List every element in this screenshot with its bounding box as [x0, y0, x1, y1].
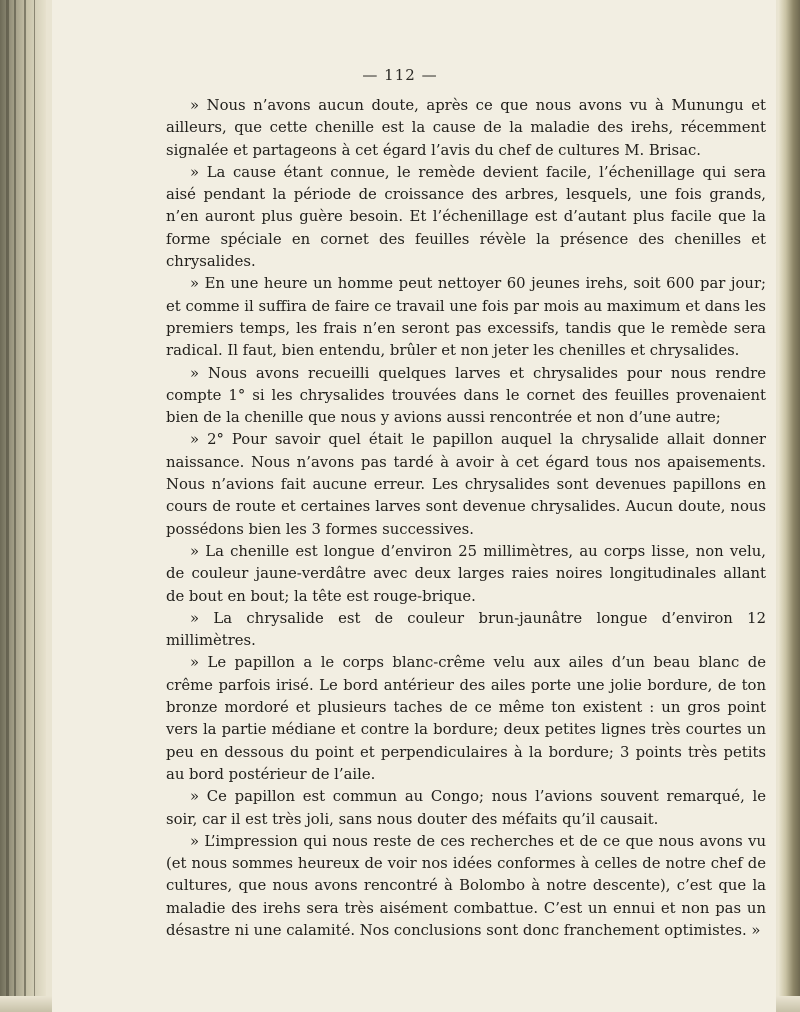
paragraph: » Nous avons recueilli quelques larves et chrysalides pour nous rendre compte 1° si les chrysalides trouvées dans le cornet des feuilles provenaient bien de la chenille que nous y avions aussi rencontrée et non d’une autre;: [166, 364, 766, 427]
binding-line: [6, 0, 9, 1012]
binding-line: [34, 0, 35, 1012]
paragraph: » 2° Pour savoir quel était le papillon auquel la chrysalide allait donner naissance. Nous n’avons pas tardé à avoir à cet égard tous nos apaisements. Nous n’avions fait aucune erreur. Les chrysalides sont devenues papillons en cours de route et certaines larves sont devenue chrysalides. Aucun doute, nous possédons bien les 3 formes successives.: [166, 431, 766, 538]
paragraph: » La chenille est longue d’environ 25 millimètres, au corps lisse, non velu, de couleur jaune-verdâtre avec deux larges raies noires longitudinales allant de bout en bout; la tête est rouge-brique.: [166, 542, 766, 605]
paragraph: » L’impression qui nous reste de ces recherches et de ce que nous avons vu (et nous sommes heureux de voir nos idées conformes à celles de notre chef de cultures, que nous avons rencontré à Bolombo à notre descente), c’est que la maladie des irehs sera très aisément combattue. C’est un ennui et non pas un désastre ni une calamité. Nos conclusions sont donc franchement optimistes. »: [166, 832, 766, 939]
page-right-edge: [778, 0, 800, 1012]
paragraph: » La cause étant connue, le remède devient facile, l’échenillage qui sera aisé pendant la période de croissance des arbres, lesquels, une fois grands, n’en auront plus guère besoin. Et l’échenillage est d’autant plus facile que la forme spéciale en cornet des feuilles révèle la présence des chenilles et chrysalides.: [166, 163, 766, 271]
body-text: [166, 95, 766, 942]
paragraph: » Le papillon a le corps blanc-crême velu aux ailes d’un beau blanc de crême parfois irisé. Le bord antérieur des ailes porte une jolie bordure, de ton bronze mordoré et plusieurs taches de ce même ton existent : un gros point vers la partie médiane et contre la bordure; deux petites lignes très courtes un peu en dessous du point et perpendiculaires à la bordure; 3 points très petits au bord postérieur de l’aile.: [166, 654, 766, 783]
paragraph: » En une heure un homme peut nettoyer 60 jeunes irehs, soit 600 par jour; et comme il suffira de faire ce travail une fois par mois au maximum et dans les premiers temps, les frais n’en seront pas excessifs, tandis que le remède sera radical. Il faut, bien entendu, brûler et non jeter les chenilles et chrysalides.: [166, 275, 766, 360]
binding-line: [24, 0, 26, 1012]
page-number: — 112 —: [362, 66, 438, 84]
paragraph: » La chrysalide est de couleur brun-jaunâtre longue d’environ 12 millimètres.: [166, 609, 766, 650]
binding-line: [14, 0, 16, 1012]
paragraph: » Nous n’avons aucun doute, après ce que nous avons vu à Munungu et ailleurs, que cette chenille est la cause de la maladie des irehs, récemment signalée et partageons à cet égard l’avis du chef de cultures M. Brisac.: [166, 97, 766, 159]
paragraph: » Ce papillon est commun au Congo; nous l’avions souvent remarqué, le soir, car il est très joli, sans nous douter des méfaits qu’il causait.: [166, 788, 766, 828]
